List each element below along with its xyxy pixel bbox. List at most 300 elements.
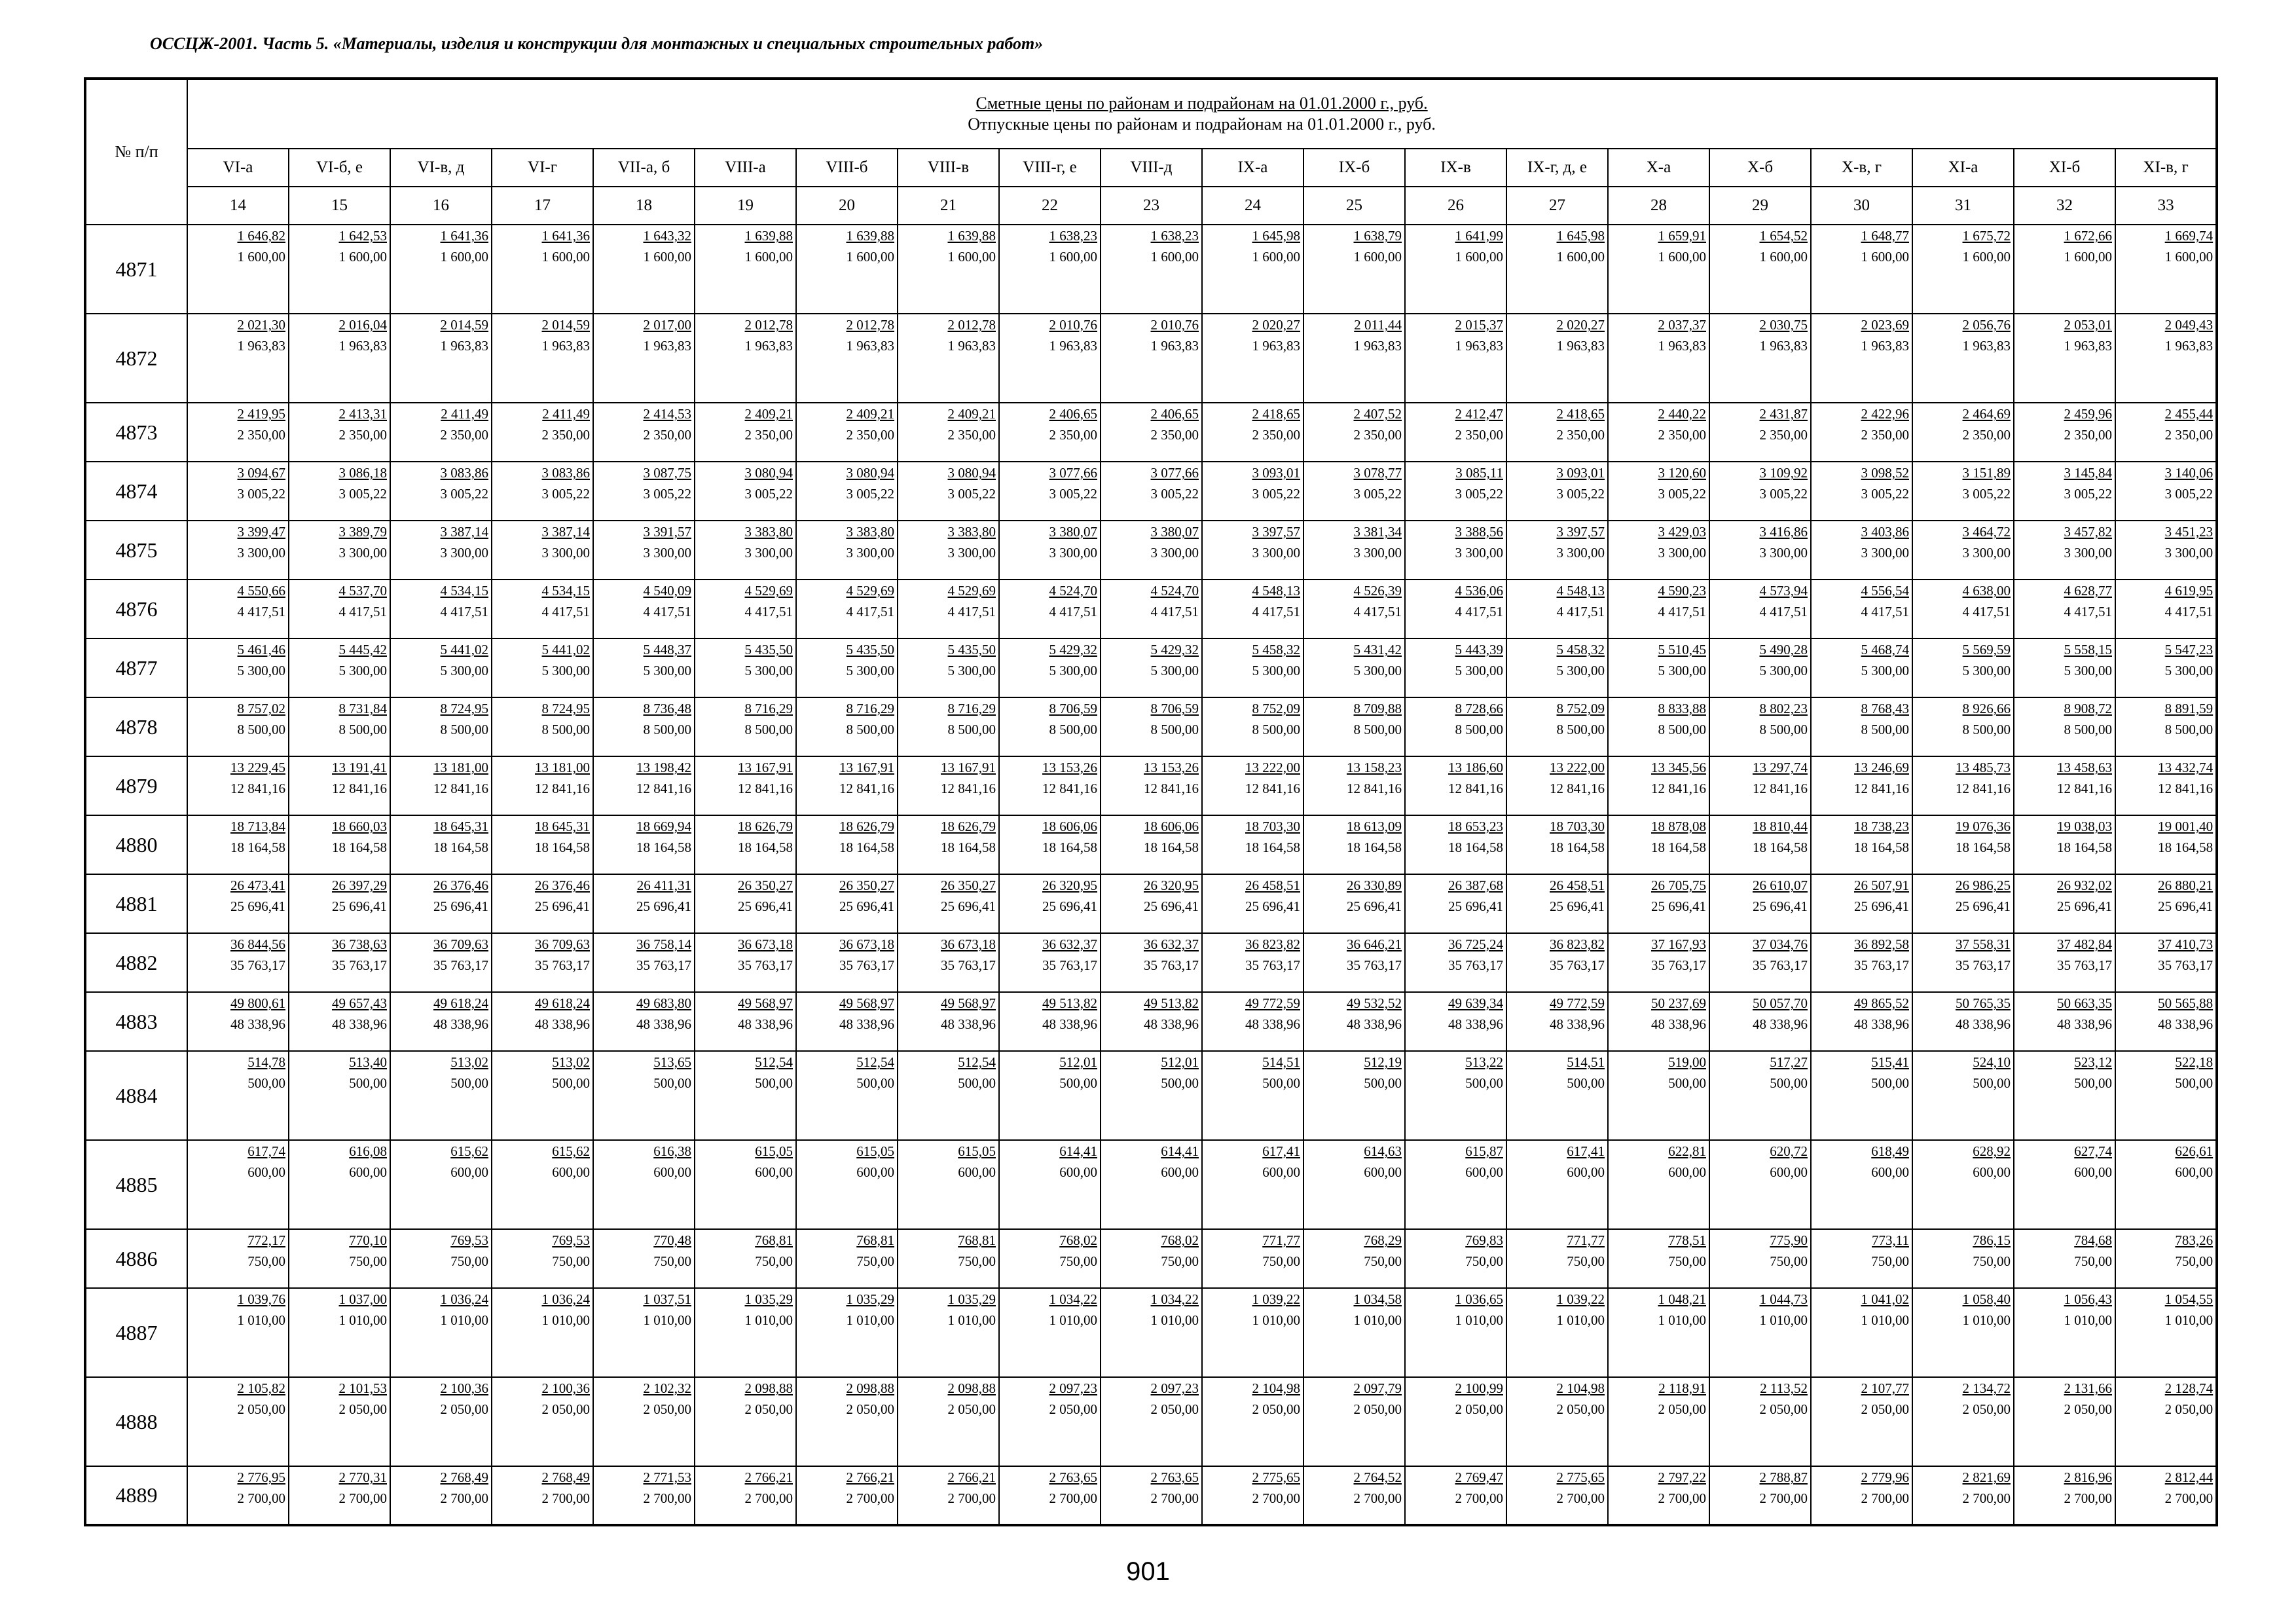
estimate-price: 1 639,88: [947, 228, 996, 244]
release-price: 35 763,17: [2057, 957, 2112, 973]
price-cell: [796, 874, 898, 933]
price-cell: [593, 225, 695, 314]
price-cell: [2014, 314, 2115, 403]
release-price: 18 164,58: [1753, 840, 1808, 855]
estimate-price: 13 167,91: [839, 760, 894, 775]
price-cell: [1405, 874, 1506, 933]
release-price: 4 417,51: [1556, 604, 1605, 619]
estimate-price: 4 619,95: [2164, 583, 2214, 599]
price-cell: [1303, 1466, 1405, 1525]
price-cell: [1608, 756, 1709, 815]
estimate-price: 13 458,63: [2057, 760, 2112, 775]
price-cell: [796, 403, 898, 462]
price-cell: [187, 403, 289, 462]
price-cell: [1506, 1377, 1608, 1466]
price-cell: [999, 1229, 1101, 1288]
price-cell: [695, 874, 796, 933]
release-price: 3 300,00: [1556, 545, 1605, 561]
release-price: 4 417,51: [338, 604, 387, 619]
price-cell: [187, 815, 289, 874]
price-cell: [898, 933, 999, 992]
estimate-price: 18 645,31: [535, 819, 590, 834]
price-cell: [289, 756, 390, 815]
price-cell: [999, 815, 1101, 874]
estimate-price: 1 645,98: [1252, 228, 1300, 244]
estimate-price: 2 419,95: [237, 406, 285, 422]
release-price: 35 763,17: [1753, 957, 1808, 973]
price-cell: [1303, 992, 1405, 1051]
estimate-price: 8 757,02: [237, 701, 285, 716]
release-price: 3 005,22: [1455, 486, 1503, 502]
price-cell: [1202, 1140, 1303, 1229]
district-header: X-а: [1608, 149, 1709, 187]
price-cell: [1811, 580, 1912, 638]
release-price: 1 963,83: [643, 338, 691, 354]
release-price: 750,00: [2074, 1253, 2112, 1269]
price-cell: [593, 403, 695, 462]
price-cell: [187, 756, 289, 815]
price-cell: [1811, 1229, 1912, 1288]
price-cell: [1811, 403, 1912, 462]
estimate-price: 18 738,23: [1854, 819, 1909, 834]
release-price: 8 500,00: [846, 722, 894, 737]
release-price: 750,00: [1059, 1253, 1097, 1269]
price-cell: [796, 225, 898, 314]
price-cell: [1101, 1288, 1202, 1377]
estimate-price: 36 673,18: [941, 936, 996, 952]
release-price: 12 841,16: [230, 781, 285, 796]
estimate-price: 50 663,35: [2057, 995, 2112, 1011]
table-row: [85, 1051, 2217, 1140]
release-price: 25 696,41: [535, 898, 590, 914]
release-price: 18 164,58: [1347, 840, 1402, 855]
price-cell: [796, 756, 898, 815]
price-cell: [999, 992, 1101, 1051]
price-cell: [898, 874, 999, 933]
estimate-price: 768,02: [1161, 1232, 1199, 1248]
column-number: 27: [1506, 187, 1608, 225]
estimate-price: 524,10: [1973, 1054, 2011, 1070]
release-price: 3 300,00: [541, 545, 590, 561]
price-cell: [898, 697, 999, 756]
price-cell: [492, 314, 593, 403]
estimate-price: 13 345,56: [1651, 760, 1706, 775]
price-cell: [1709, 933, 1811, 992]
price-cell: [1405, 815, 1506, 874]
release-price: 2 350,00: [1455, 427, 1503, 443]
release-price: 750,00: [552, 1253, 590, 1269]
estimate-price: 5 441,02: [541, 642, 590, 657]
estimate-price: 2 020,27: [1252, 317, 1300, 333]
estimate-price: 19 001,40: [2158, 819, 2214, 834]
estimate-price: 2 766,21: [744, 1469, 793, 1485]
price-cell: [1303, 403, 1405, 462]
price-cell: [492, 1140, 593, 1229]
price-cell: [1709, 403, 1811, 462]
price-cell: [1811, 874, 1912, 933]
estimate-price: 2 413,31: [338, 406, 387, 422]
release-price: 18 164,58: [1245, 840, 1300, 855]
estimate-price: 2 409,21: [846, 406, 894, 422]
release-price: 2 700,00: [1759, 1490, 1808, 1506]
release-price: 1 963,83: [440, 338, 488, 354]
release-price: 4 417,51: [2064, 604, 2112, 619]
release-price: 12 841,16: [1144, 781, 1199, 796]
estimate-price: 3 383,80: [947, 524, 996, 540]
estimate-price: 5 435,50: [744, 642, 793, 657]
release-price: 1 600,00: [237, 249, 285, 265]
estimate-price: 1 036,65: [1455, 1291, 1503, 1307]
price-cell: [695, 638, 796, 697]
price-cell: [390, 874, 492, 933]
estimate-price: 2 100,99: [1455, 1380, 1503, 1396]
release-price: 500,00: [1973, 1075, 2011, 1091]
price-cell: [1303, 1377, 1405, 1466]
estimate-price: 1 034,22: [1150, 1291, 1199, 1307]
release-price: 600,00: [552, 1164, 590, 1180]
price-cell: [1303, 1051, 1405, 1140]
estimate-price: 2 011,44: [1354, 317, 1402, 333]
estimate-price: 26 880,21: [2158, 877, 2214, 893]
estimate-price: 2 128,74: [2164, 1380, 2214, 1396]
price-cell: [1912, 225, 2014, 314]
price-cell: [289, 1051, 390, 1140]
estimate-price: 36 823,82: [1550, 936, 1605, 952]
price-cell: [1101, 933, 1202, 992]
release-price: 600,00: [1770, 1164, 1808, 1180]
release-price: 1 600,00: [947, 249, 996, 265]
price-cell: [2115, 815, 2217, 874]
row-number: 4873: [85, 403, 187, 462]
estimate-price: 36 632,37: [1144, 936, 1199, 952]
title-row: [85, 79, 2217, 149]
price-cell: [796, 697, 898, 756]
release-price: 3 005,22: [947, 486, 996, 502]
estimate-price: 1 037,00: [338, 1291, 387, 1307]
release-price: 48 338,96: [636, 1016, 691, 1032]
price-cell: [1101, 756, 1202, 815]
release-price: 2 700,00: [744, 1490, 793, 1506]
price-cell: [1608, 1377, 1709, 1466]
release-price: 1 963,83: [947, 338, 996, 354]
estimate-price: 3 397,57: [1252, 524, 1300, 540]
estimate-price: 26 411,31: [636, 877, 691, 893]
price-cell: [1912, 1288, 2014, 1377]
estimate-price: 26 376,46: [535, 877, 590, 893]
release-price: 25 696,41: [332, 898, 387, 914]
column-number: 30: [1811, 187, 1912, 225]
price-cell: [898, 1377, 999, 1466]
price-cell: [1101, 992, 1202, 1051]
price-cell: [1101, 874, 1202, 933]
price-cell: [1405, 225, 1506, 314]
estimate-price: 26 458,51: [1245, 877, 1300, 893]
release-price: 500,00: [450, 1075, 488, 1091]
estimate-price: 2 459,96: [2064, 406, 2112, 422]
estimate-price: 786,15: [1973, 1232, 2011, 1248]
estimate-price-title: Сметные цены по районам и подрайонам на 01.01.2000 г., руб.: [975, 94, 1428, 113]
price-cell: [492, 1229, 593, 1288]
estimate-price: 512,54: [755, 1054, 793, 1070]
district-header: XI-в, г: [2115, 149, 2217, 187]
price-cell: [898, 1229, 999, 1288]
district-header: IX-г, д, е: [1506, 149, 1608, 187]
release-price: 48 338,96: [941, 1016, 996, 1032]
release-price: 35 763,17: [1245, 957, 1300, 973]
release-price: 4 417,51: [1658, 604, 1706, 619]
price-cell: [187, 580, 289, 638]
release-price: 1 600,00: [1658, 249, 1706, 265]
price-cell: [1608, 403, 1709, 462]
estimate-price: 26 376,46: [433, 877, 488, 893]
price-cell: [1202, 1377, 1303, 1466]
estimate-price: 1 035,29: [846, 1291, 894, 1307]
estimate-price: 49 772,59: [1245, 995, 1300, 1011]
price-cell: [1303, 874, 1405, 933]
estimate-price: 2 012,78: [846, 317, 894, 333]
price-cell: [1303, 638, 1405, 697]
release-price: 3 005,22: [2064, 486, 2112, 502]
price-cell: [2115, 697, 2217, 756]
price-cell: [1506, 521, 1608, 580]
release-price: 3 300,00: [1962, 545, 2011, 561]
estimate-price: 1 659,91: [1658, 228, 1706, 244]
price-cell: [492, 580, 593, 638]
estimate-price: 1 645,98: [1556, 228, 1605, 244]
price-cell: [1811, 638, 1912, 697]
price-cell: [492, 697, 593, 756]
estimate-price: 2 015,37: [1455, 317, 1503, 333]
release-price: 1 963,83: [2164, 338, 2214, 354]
estimate-price: 512,54: [958, 1054, 996, 1070]
estimate-price: 18 626,79: [738, 819, 793, 834]
price-cell: [1405, 1377, 1506, 1466]
price-cell: [1709, 638, 1811, 697]
release-price: 2 050,00: [846, 1401, 894, 1417]
estimate-price: 4 529,69: [846, 583, 894, 599]
release-price: 750,00: [958, 1253, 996, 1269]
estimate-price: 512,01: [1161, 1054, 1199, 1070]
release-price: 48 338,96: [1651, 1016, 1706, 1032]
release-price: 12 841,16: [433, 781, 488, 796]
estimate-price: 514,51: [1567, 1054, 1605, 1070]
release-price: 25 696,41: [2057, 898, 2112, 914]
price-cell: [390, 1466, 492, 1525]
estimate-price: 18 653,23: [1448, 819, 1503, 834]
price-cell: [289, 992, 390, 1051]
estimate-price: 26 507,91: [1854, 877, 1909, 893]
estimate-price: 5 429,32: [1049, 642, 1097, 657]
release-price: 8 500,00: [1759, 722, 1808, 737]
release-price: 1 963,83: [1861, 338, 1909, 354]
estimate-price: 3 083,86: [541, 465, 590, 481]
price-cell: [390, 1377, 492, 1466]
release-price: 2 700,00: [2064, 1490, 2112, 1506]
estimate-price: 8 768,43: [1861, 701, 1909, 716]
price-cell: [898, 462, 999, 521]
row-number: 4887: [85, 1288, 187, 1377]
estimate-price: 13 167,91: [738, 760, 793, 775]
price-cell: [1202, 225, 1303, 314]
price-cell: [2115, 1229, 2217, 1288]
estimate-price: 13 186,60: [1448, 760, 1503, 775]
release-price: 12 841,16: [1753, 781, 1808, 796]
release-price: 18 164,58: [941, 840, 996, 855]
price-cell: [2115, 225, 2217, 314]
release-price: 25 696,41: [230, 898, 285, 914]
release-price: 2 050,00: [440, 1401, 488, 1417]
release-price: 4 417,51: [2164, 604, 2214, 619]
price-cell: [1608, 580, 1709, 638]
estimate-price: 3 429,03: [1658, 524, 1706, 540]
price-cell: [593, 815, 695, 874]
price-cell: [2014, 521, 2115, 580]
estimate-price: 2 104,98: [1556, 1380, 1605, 1396]
price-cell: [1202, 638, 1303, 697]
estimate-price: 2 016,04: [338, 317, 387, 333]
estimate-price: 13 222,00: [1245, 760, 1300, 775]
price-cell: [1303, 1140, 1405, 1229]
price-cell: [695, 1140, 796, 1229]
release-price: 12 841,16: [839, 781, 894, 796]
release-price: 5 300,00: [1252, 663, 1300, 678]
price-cell: [390, 933, 492, 992]
release-price: 18 164,58: [1956, 840, 2011, 855]
release-price: 3 300,00: [1353, 545, 1402, 561]
estimate-price: 50 057,70: [1753, 995, 1808, 1011]
release-price: 500,00: [1262, 1075, 1300, 1091]
price-cell: [1709, 874, 1811, 933]
table-row: [85, 756, 2217, 815]
estimate-price: 3 087,75: [643, 465, 691, 481]
release-price: 12 841,16: [1956, 781, 2011, 796]
release-price: 500,00: [2175, 1075, 2214, 1091]
estimate-price: 628,92: [1973, 1143, 2011, 1159]
price-cell: [2115, 933, 2217, 992]
release-price: 18 164,58: [1448, 840, 1503, 855]
row-number: 4877: [85, 638, 187, 697]
release-price: 18 164,58: [1854, 840, 1909, 855]
estimate-price: 2 014,59: [440, 317, 488, 333]
release-price: 5 300,00: [744, 663, 793, 678]
table-row: [85, 1377, 2217, 1466]
release-price: 2 700,00: [1962, 1490, 2011, 1506]
price-cell: [796, 1051, 898, 1140]
release-price: 48 338,96: [1144, 1016, 1199, 1032]
estimate-price: 2 098,88: [947, 1380, 996, 1396]
price-cell: [2115, 1466, 2217, 1525]
price-cell: [593, 697, 695, 756]
price-cell: [289, 1288, 390, 1377]
release-price: 8 500,00: [947, 722, 996, 737]
estimate-price: 8 706,59: [1049, 701, 1097, 716]
estimate-price: 49 800,61: [230, 995, 285, 1011]
column-number: 22: [999, 187, 1101, 225]
price-cell: [187, 992, 289, 1051]
release-price: 5 300,00: [1455, 663, 1503, 678]
estimate-price: 1 646,82: [237, 228, 285, 244]
estimate-price: 8 908,72: [2064, 701, 2112, 716]
estimate-price: 1 034,58: [1353, 1291, 1402, 1307]
price-cell: [1608, 874, 1709, 933]
price-cell: [289, 1229, 390, 1288]
release-price: 12 841,16: [2158, 781, 2214, 796]
release-price: 600,00: [2175, 1164, 2214, 1180]
estimate-price: 513,02: [450, 1054, 488, 1070]
price-cell: [1912, 1466, 2014, 1525]
release-price: 4 417,51: [1150, 604, 1199, 619]
estimate-price: 769,53: [552, 1232, 590, 1248]
estimate-price: 8 926,66: [1962, 701, 2011, 716]
estimate-price: 512,54: [856, 1054, 894, 1070]
price-cell: [289, 815, 390, 874]
price-cell: [187, 1466, 289, 1525]
estimate-price: 1 638,79: [1353, 228, 1402, 244]
release-price: 3 300,00: [338, 545, 387, 561]
price-cell: [2014, 403, 2115, 462]
release-price: 750,00: [247, 1253, 285, 1269]
price-cell: [796, 1377, 898, 1466]
release-price: 1 010,00: [1455, 1312, 1503, 1328]
release-price: 35 763,17: [1042, 957, 1097, 973]
price-cell: [1709, 1466, 1811, 1525]
release-price: 3 005,22: [237, 486, 285, 502]
release-price: 3 005,22: [1658, 486, 1706, 502]
price-cell: [2115, 1051, 2217, 1140]
price-cell: [2014, 815, 2115, 874]
release-price: 1 963,83: [1353, 338, 1402, 354]
column-number: 19: [695, 187, 796, 225]
estimate-price: 18 703,30: [1245, 819, 1300, 834]
price-cell: [1608, 225, 1709, 314]
estimate-price: 37 482,84: [2057, 936, 2112, 952]
price-cell: [1405, 756, 1506, 815]
estimate-price: 1 641,99: [1455, 228, 1503, 244]
estimate-price: 3 080,94: [947, 465, 996, 481]
estimate-price: 614,41: [1161, 1143, 1199, 1159]
estimate-price: 8 731,84: [338, 701, 387, 716]
release-price: 750,00: [1262, 1253, 1300, 1269]
district-header: VIII-д: [1101, 149, 1202, 187]
release-price: 2 050,00: [1252, 1401, 1300, 1417]
release-price: 2 700,00: [1150, 1490, 1199, 1506]
release-price: 5 300,00: [1759, 663, 1808, 678]
release-price: 48 338,96: [1550, 1016, 1605, 1032]
estimate-price: 784,68: [2074, 1232, 2112, 1248]
release-price: 1 600,00: [1455, 249, 1503, 265]
release-price: 2 350,00: [1658, 427, 1706, 443]
estimate-price: 2 455,44: [2164, 406, 2214, 422]
column-number-row: [85, 187, 2217, 225]
release-price: 3 300,00: [1759, 545, 1808, 561]
estimate-price: 5 441,02: [440, 642, 488, 657]
release-price: 12 841,16: [1651, 781, 1706, 796]
release-price: 500,00: [1059, 1075, 1097, 1091]
price-cell: [289, 697, 390, 756]
price-cell: [1811, 225, 1912, 314]
price-cell: [1811, 992, 1912, 1051]
estimate-price: 1 041,02: [1861, 1291, 1909, 1307]
district-header: VIII-б: [796, 149, 898, 187]
estimate-price: 36 632,37: [1042, 936, 1097, 952]
price-cell: [593, 462, 695, 521]
estimate-price: 1 039,22: [1556, 1291, 1605, 1307]
estimate-price: 513,22: [1465, 1054, 1503, 1070]
release-price: 3 005,22: [1556, 486, 1605, 502]
column-number: 21: [898, 187, 999, 225]
price-cell: [289, 314, 390, 403]
release-price: 750,00: [1871, 1253, 1909, 1269]
